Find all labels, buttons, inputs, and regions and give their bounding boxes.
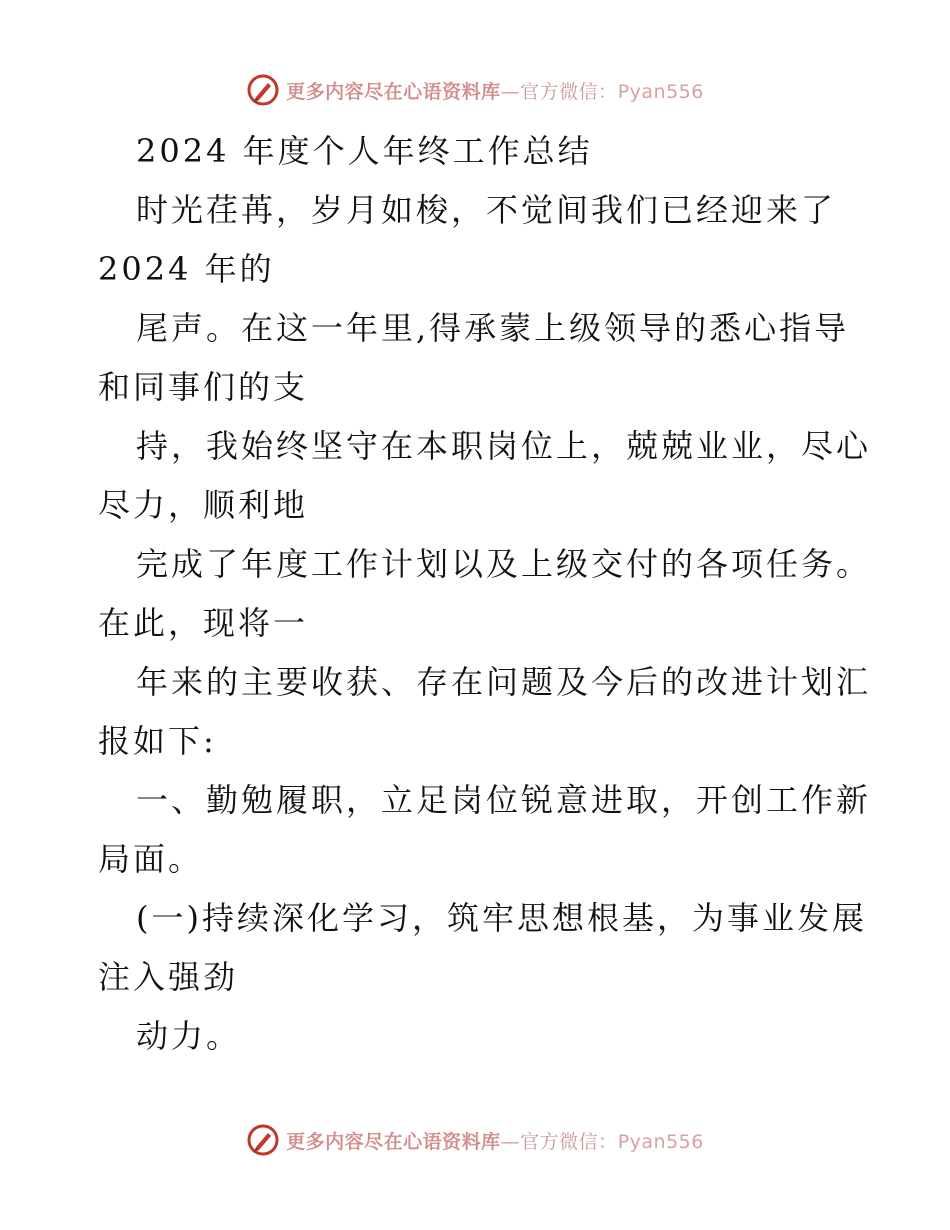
watermark-header [0,70,950,110]
text-line: (一)持续深化学习，筑牢思想根基，为事业发展 [136,899,867,937]
text-line: 尽力，顺利地 [98,486,309,524]
text-line: 在此，现将一 [98,604,309,642]
text-line: 报如下: [98,722,217,760]
pen-logo-icon [246,73,280,107]
text-line: 完成了年度工作计划以及上级交付的各项任务。 [136,545,872,583]
text-line: 时光荏苒，岁月如梭，不觉间我们已经迎来了 [136,191,837,229]
document-body [98,122,872,1066]
text-line: 局面。 [98,840,204,878]
watermark-text: 更多内容尽在心语资料库—官方微信：Pyan556 [286,80,704,103]
pen-logo-icon [246,1123,280,1157]
text-line: 年来的主要收获、存在问题及今后的改进计划汇 [136,663,872,701]
text-line: 和同事们的支 [98,368,309,406]
watermark-text: 更多内容尽在心语资料库—官方微信：Pyan556 [286,1130,704,1153]
text-line: 动力。 [136,1017,242,1055]
text-line: 注入强劲 [98,958,239,996]
text-line: 尾声。在这一年里,得承蒙上级领导的悉心指导 [136,309,850,347]
text-line: 2024 年的 [98,250,275,288]
watermark-footer [0,1120,950,1160]
text-line: 一、勤勉履职，立足岗位锐意进取，开创工作新 [136,781,872,819]
text-line: 持，我始终坚守在本职岗位上，兢兢业业，尽心 [136,427,872,465]
document-title: 2024 年度个人年终工作总结 [136,132,593,170]
